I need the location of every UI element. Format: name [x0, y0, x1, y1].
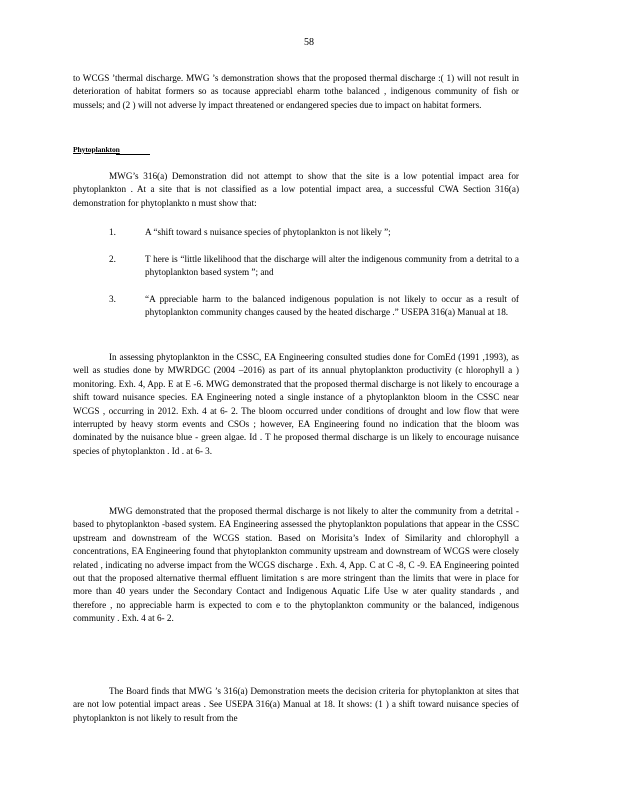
list-item-number: 2.	[109, 253, 116, 264]
list-item-text: A “shift toward s nuisance species of phytoplankton is not likely ”;	[145, 227, 391, 237]
section-heading-phytoplankton: Phytoplankton	[73, 145, 120, 154]
list-item-number: 3.	[109, 294, 116, 304]
list-item-number: 1.	[109, 227, 116, 237]
heading-underline	[116, 154, 150, 155]
paragraph-community-alteration: MWG demonstrated that the proposed thermal discharge is not likely to alter the community from a detrital -based to phytoplankton -based system. EA Engineering assessed the phytoplankton populations that appear in the CSSC upstream and downstream of the WCGS station. Based on Morisita’s Index of Similarity and chlorophyll a concentrations, EA Engineering found that phytoplankton community upstream and downstream of WCGS were closely related , indicating no adverse impact from the WCGS discharge . Exh. 4, App. C at C -8, C -9. EA Engineering pointed out that the proposed alternative thermal effluent limitation s are more stringent than the limits that were in place for more than 40 years under the Secondary Contact and Indigenous Aquatic Life Use w ater quality standards , and therefore , no appreciable harm is expected to com e to the phytoplankton community or the balanced, indigenous community . Exh. 4 at 6- 2.	[73, 506, 519, 624]
list-item	[73, 293, 519, 320]
list-item	[73, 226, 519, 239]
paragraph-board-findings: The Board finds that MWG ’s 316(a) Demonstration meets the decision criteria for phytoplankton at sites that are not low potential impact areas . See USEPA 316(a) Manual at 18. It shows: (1 ) a shift toward nuisance species of phytoplankton is not likely to result from the	[73, 686, 519, 723]
list-item-text: T here is “little likelihood that the discharge will alter the indigenous community from a detrital to a phytoplankton based system ”; and	[145, 253, 519, 278]
criteria-list	[73, 226, 519, 333]
paragraph-demonstration-criteria: MWG’s 316(a) Demonstration did not attempt to show that the site is a low potential impact area for phytoplankton . At a site that is not classified as a low potential impact area, a successful CWA Section 316(a) demonstration for phytoplankto n must show that:	[73, 171, 519, 208]
list-item	[73, 253, 519, 280]
list-item-text: “A ppreciable harm to the balanced indigenous population is not likely to occur as a result of phytoplankton community changes caused by the heated discharge .” USEPA 316(a) Manual at 18.	[145, 294, 519, 318]
paragraph-assessing-phytoplankton: In assessing phytoplankton in the CSSC, EA Engineering consulted studies done for ComEd (1991 ,1993), as well as studies done by MWRDGC (2004 –2016) as part of its annual phytoplankton productivity (c hlorophyll a ) monitoring. Exh. 4, App. E at E -6. MWG demonstrated that the proposed thermal discharge is not likely to encourage a shift toward nuisance species. EA Engineering noted a single instance of a phytoplankton bloom in the CSSC near WCGS , occurring in 2012. Exh. 4 at 6- 2. The bloom occurred under conditions of drought and low flow that were interrupted by heavy storm events and CSOs ; however, EA Engineering found no indication that the bloom was dominated by the nuisance blue - green algae. Id . T he proposed thermal discharge is un likely to encourage nuisance species of phytoplankton . Id . at 6- 3.	[73, 352, 519, 456]
paragraph-thermal-discharge: to WCGS ’thermal discharge. MWG ’s demonstration shows that the proposed thermal discharge :( 1) will not result in deterioration of habitat formers so as tocause appreciabl eharm tothe balanced , indigenous community of fish or mussels; and (2 ) will not adverse ly impact threatened or endangered species due to impact on habitat formers.	[73, 73, 519, 110]
page-number: 58	[304, 37, 314, 48]
